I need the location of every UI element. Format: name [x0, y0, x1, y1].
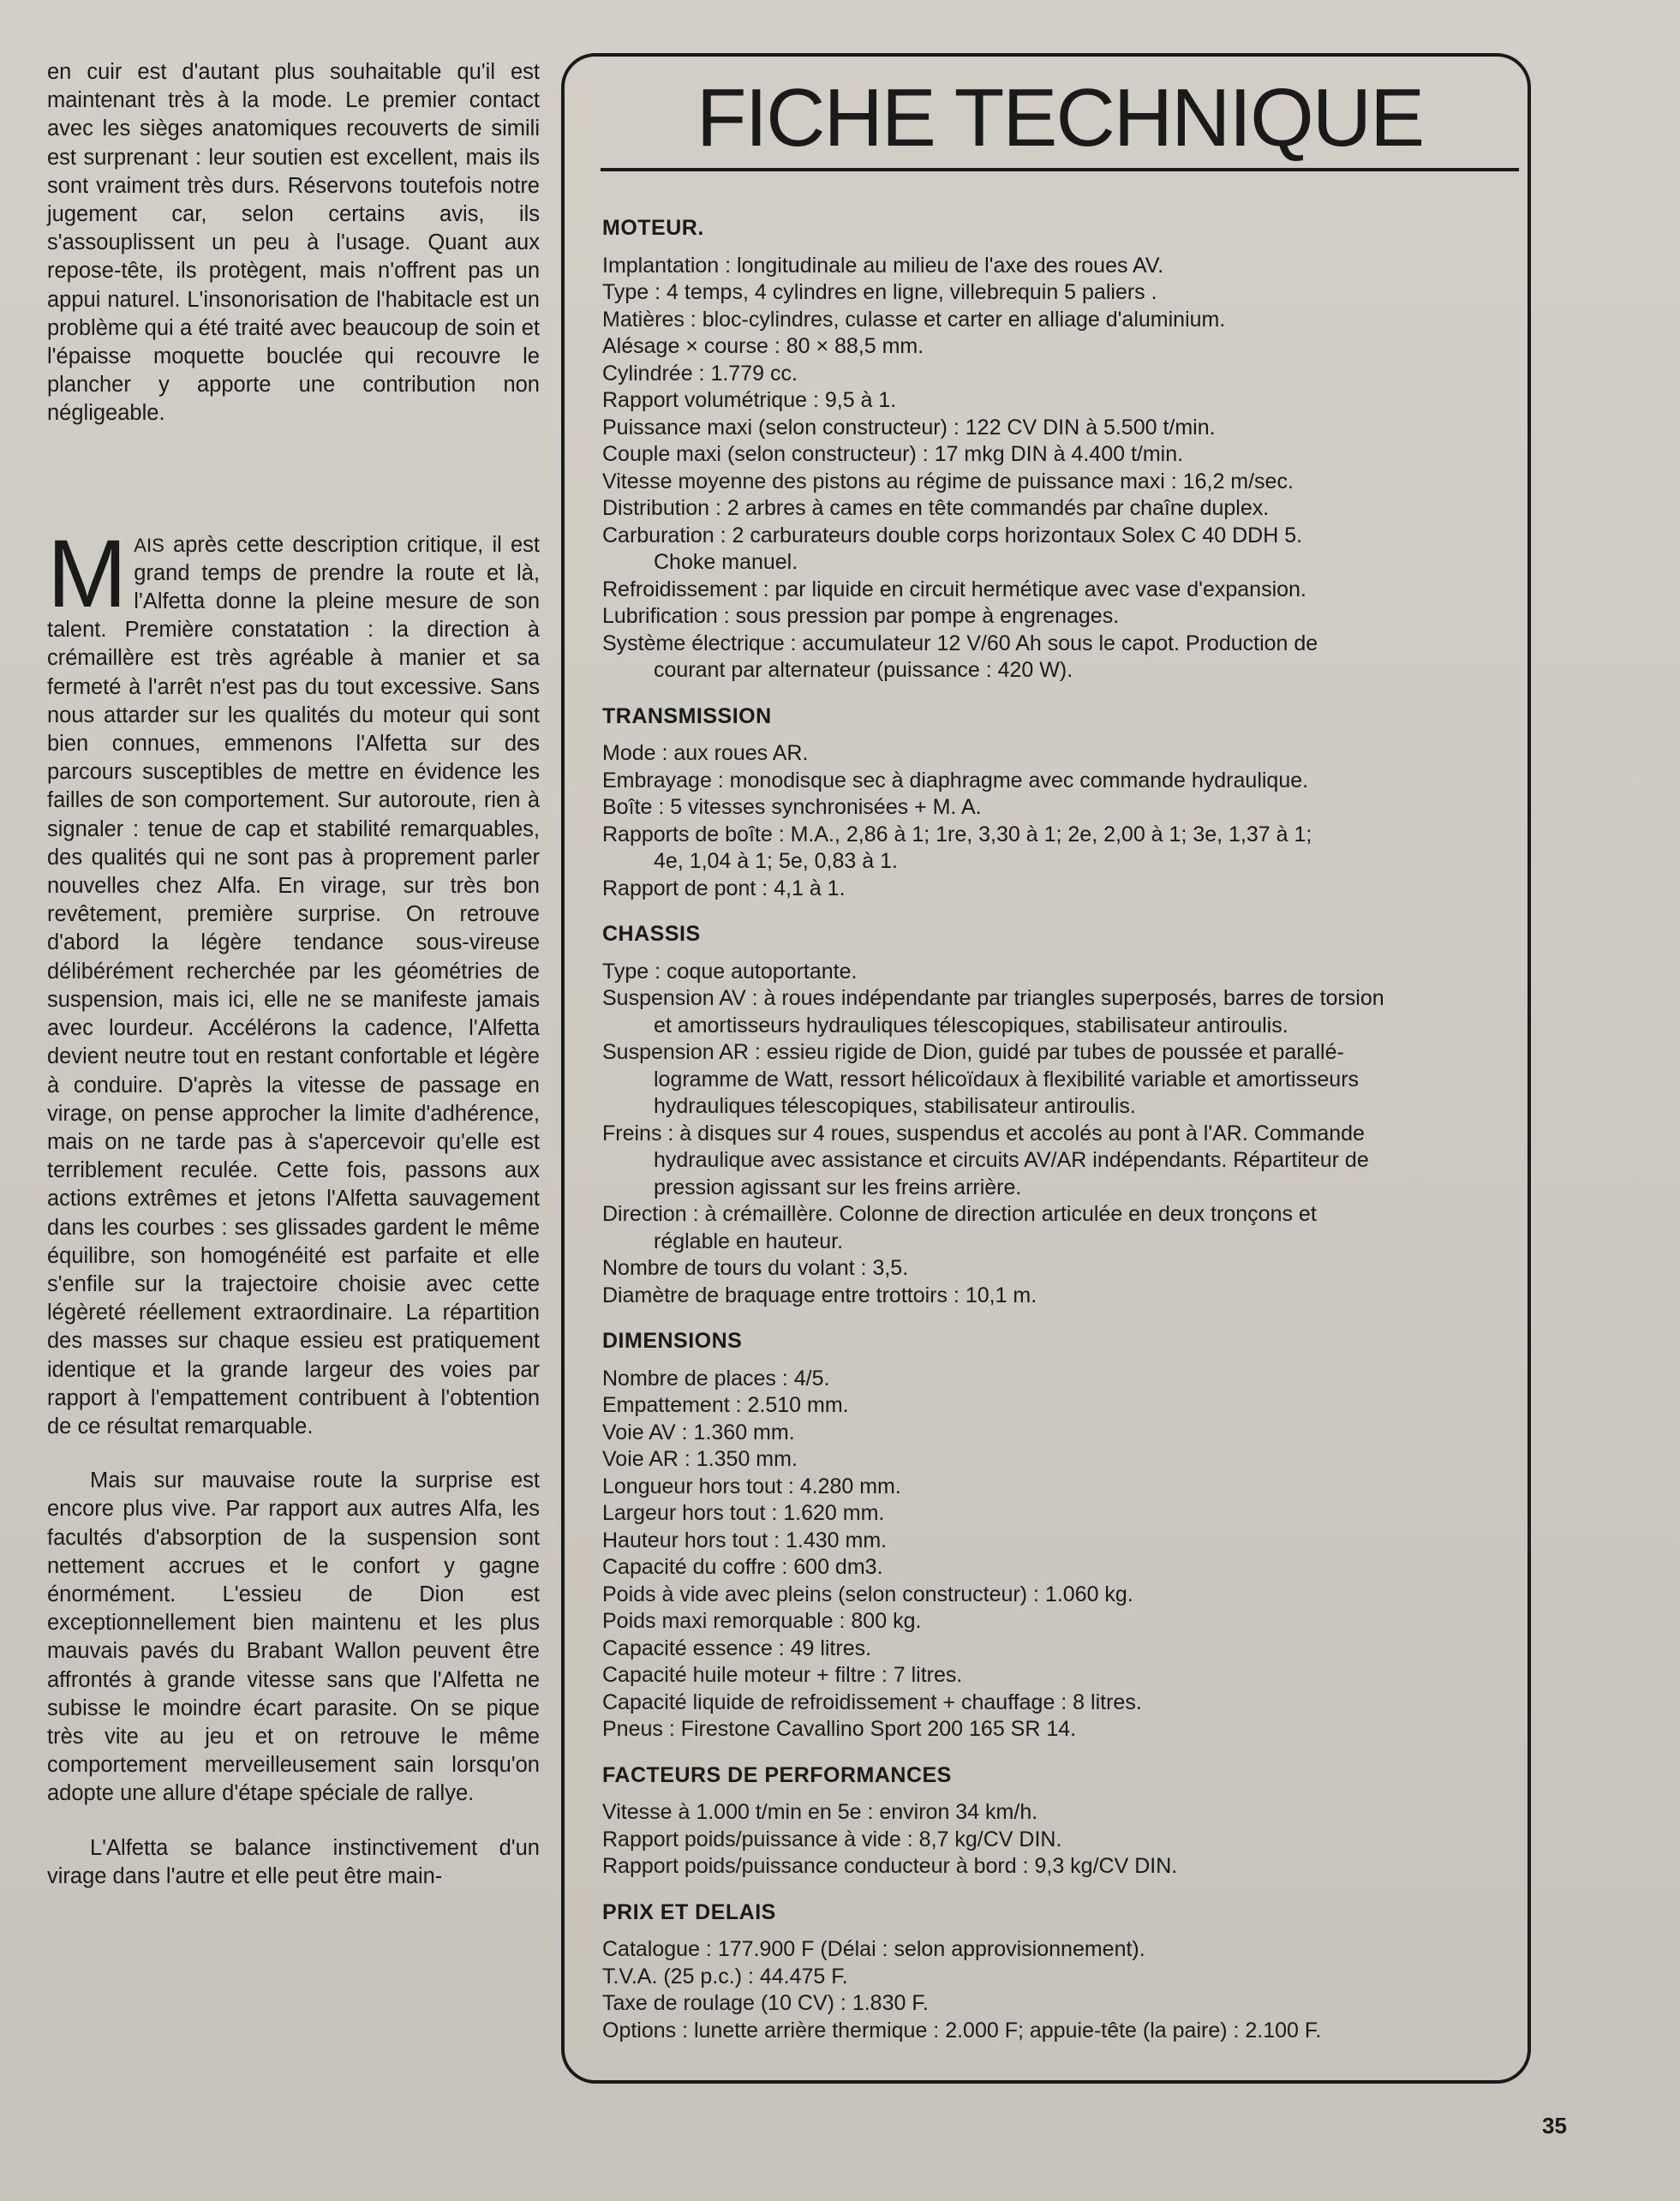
section-chassis	[602, 921, 1502, 1309]
spec-line	[602, 523, 1502, 577]
fiche-title: FICHE TECHNIQUE	[601, 72, 1519, 171]
spec-line: Alésage × course : 80 × 88,5 mm.	[602, 334, 924, 358]
section-heading: DIMENSIONS	[602, 1329, 743, 1353]
article-paragraph-dropcap	[47, 519, 540, 1442]
spec-line	[602, 1121, 1502, 1202]
spec-line: Capacité du coffre : 600 dm3.	[602, 1555, 883, 1579]
section-heading: PRIX ET DELAIS	[602, 1899, 776, 1924]
spec-line: Matières : bloc-cylindres, culasse et carter en alliage d'aluminium.	[602, 307, 1226, 332]
spec-line: Catalogue : 177.900 F (Délai : selon approvisionnement).	[602, 1937, 1145, 1961]
spec-text: Direction : à crémaillère. Colonne de direction articulée en deux tronçons et	[602, 1202, 1317, 1226]
spec-line: Options : lunette arrière thermique : 2.000 F; appuie-tête (la paire) : 2.100 F.	[602, 2018, 1322, 2043]
spec-line: Empattement : 2.510 mm.	[602, 1393, 849, 1417]
spec-line: Lubrification : sous pression par pompe à engrenages.	[602, 604, 1120, 628]
spec-continuation: hydrauliques télescopiques, stabilisateur antiroulis.	[654, 1094, 1136, 1118]
spec-line: Refroidissement : par liquide en circuit hermétique avec vase d'expansion.	[602, 577, 1306, 601]
spec-line: Rapport de pont : 4,1 à 1.	[602, 876, 846, 900]
section-performances	[602, 1762, 1502, 1881]
spec-line: Voie AV : 1.360 mm.	[602, 1420, 795, 1444]
spec-line: Vitesse à 1.000 t/min en 5e : environ 34 km/h.	[602, 1800, 1038, 1824]
spec-line: Rapport poids/puissance à vide : 8,7 kg/CV DIN.	[602, 1827, 1062, 1851]
section-heading: FACTEURS DE PERFORMANCES	[602, 1762, 952, 1787]
spec-line: Type : 4 temps, 4 cylindres en ligne, villebrequin 5 paliers .	[602, 280, 1157, 304]
spec-line: T.V.A. (25 p.c.) : 44.475 F.	[602, 1964, 848, 1989]
spec-line: Puissance maxi (selon constructeur) : 122 CV DIN à 5.500 t/min.	[602, 415, 1216, 440]
spec-line: Implantation : longitudinale au milieu de l'axe des roues AV.	[602, 253, 1164, 278]
spec-text: Freins : à disques sur 4 roues, suspendus et accolés au pont à l'AR. Commande	[602, 1121, 1365, 1145]
section-dimensions	[602, 1328, 1502, 1743]
article-paragraph: en cuir est d'autant plus souhaitable qu'il est maintenant très à la mode. Le premier contact avec les sièges anatomiques recouverts de simili est surprenant : leur soutien est excellent, mais ils sont vraiment très durs. Réservons toutefois notre jugement car, selon certains avis, ils s'assouplissent un peu à l'usage. Quant aux repose-tête, ils protègent, mais n'offrent pas un appui naturel. L'insonorisation de l'habitacle est un problème qui a été traité avec beaucoup de soin et l'épaisse moquette bouclée qui recouvre le plancher y apporte une contribution non négligeable.	[47, 60, 540, 426]
spec-line: Cylindrée : 1.779 cc.	[602, 361, 798, 386]
spec-line: Embrayage : monodisque sec à diaphragme avec commande hydraulique.	[602, 768, 1309, 792]
spec-text: Suspension AV : à roues indépendante par triangles superposés, barres de torsion	[602, 986, 1384, 1010]
spec-continuation: réglable en hauteur.	[654, 1229, 844, 1253]
fiche-body	[602, 215, 1502, 2063]
spec-continuation: hydraulique avec assistance et circuits AV/AR indépendants. Répartiteur de	[654, 1148, 1369, 1172]
spec-text: Rapports de boîte : M.A., 2,86 à 1; 1re, 3,30 à 1; 2e, 2,00 à 1; 3e, 1,37 à 1;	[602, 822, 1312, 846]
spec-line	[602, 985, 1502, 1039]
spec-line: Couple maxi (selon constructeur) : 17 mkg DIN à 4.400 t/min.	[602, 442, 1184, 466]
spec-line: Nombre de places : 4/5.	[602, 1366, 830, 1391]
spec-text: Suspension AR : essieu rigide de Dion, guidé par tubes de poussée et parallé-	[602, 1040, 1344, 1064]
section-moteur	[602, 215, 1502, 685]
spec-line: Voie AR : 1.350 mm.	[602, 1447, 798, 1471]
spec-line: Mode : aux roues AR.	[602, 741, 809, 765]
spec-continuation: 4e, 1,04 à 1; 5e, 0,83 à 1.	[654, 849, 898, 873]
article-paragraph: Mais sur mauvaise route la surprise est encore plus vive. Par rapport aux autres Alfa, les facultés d'absorption de la suspension sont nettement accrues et le confort y gagne énormément. L'essieu de Dion est exceptionnellement bien maintenu et les plus mauvais pavés du Brabant Wallon peuvent être affrontés à grande vitesse sans que l'Alfetta ne subisse le moindre écart parasite. On se pique très vite au jeu et on retrouve le même comportement merveilleusement sain lorsqu'on adopte une allure d'étape spéciale de rallye.	[47, 1468, 540, 1806]
section-heading: MOTEUR.	[602, 216, 704, 240]
small-caps-lead: AIS	[134, 534, 164, 556]
spec-line: Diamètre de braquage entre trottoirs : 10,1 m.	[602, 1283, 1037, 1307]
spec-line: Pneus : Firestone Cavallino Sport 200 165 SR 14.	[602, 1717, 1077, 1741]
section-prix	[602, 1899, 1502, 2045]
article-text: après cette description critique, il est grand temps de prendre la route et là, l'Alfetta donne la pleine mesure de son talent. Première constatation : la direction à crémaillère est très agréable à manier et sa fermeté à l'arrêt n'est pas du tout excessive. Sans nous attarder sur les qualités du moteur qui sont bien connues, emmenons l'Alfetta sur des parcours susceptibles de mettre en évidence les failles de son comportement. Sur autoroute, rien à signaler : tenue de cap et stabilité remarquables, des qualités qui ne sont pas à proprement parler nouvelles chez Alfa. En virage, sur très bon revêtement, première surprise. On retrouve d'abord la légère tendance sous-vireuse délibérément recherchée par les géométries de suspension, mais ici, elle ne se manifeste jamais avec lourdeur. Accélérons la cadence, l'Alfetta devient neutre tout en restant confortable et légère à conduire. D'après la vitesse de passage en virage, on pense approcher la limite d'adhérence, mais on ne tarde pas à s'apercevoir qu'elle est terriblement reculée. Cette fois, passons aux actions extrêmes et jetons l'Alfetta sauvagement dans les courbes : ses glissades gardent le même équilibre, son homogénéité est parfaite et elle s'enfile sur la trajectoire choisie avec cette légèreté réellement extraordinaire. La répartition des masses sur chaque essieu est pratiquement identique et la grande largeur des voies par rapport à l'empattement contribuent à l'obtention de ce résultat remarquable.	[47, 532, 540, 1438]
spec-continuation: pression agissant sur les freins arrière.	[654, 1175, 1022, 1199]
spec-line: Boîte : 5 vitesses synchronisées + M. A.	[602, 795, 982, 819]
spec-line	[602, 1039, 1502, 1121]
section-heading: TRANSMISSION	[602, 703, 772, 728]
section-heading: CHASSIS	[602, 922, 701, 946]
page-number: 35	[1542, 2113, 1567, 2138]
spec-line	[602, 631, 1502, 685]
spec-line: Hauteur hors tout : 1.430 mm.	[602, 1528, 888, 1552]
fiche-technique-box	[561, 53, 1531, 2084]
spec-line: Taxe de roulage (10 CV) : 1.830 F.	[602, 1991, 929, 2015]
spec-line: Capacité liquide de refroidissement + chauffage : 8 litres.	[602, 1690, 1142, 1714]
article-column	[47, 58, 540, 1891]
spec-line	[602, 1201, 1502, 1255]
article-paragraph: L'Alfetta se balance instinctivement d'un virage dans l'autre et elle peut être main-	[47, 1835, 540, 1888]
spec-line: Distribution : 2 arbres à cames en tête commandés par chaîne duplex.	[602, 496, 1270, 520]
spec-line: Rapport poids/puissance conducteur à bord : 9,3 kg/CV DIN.	[602, 1854, 1178, 1878]
spec-text: Carburation : 2 carburateurs double corps horizontaux Solex C 40 DDH 5.	[602, 523, 1303, 547]
spec-line: Capacité huile moteur + filtre : 7 litres.	[602, 1663, 963, 1687]
spec-line: Nombre de tours du volant : 3,5.	[602, 1256, 909, 1280]
spec-line: Vitesse moyenne des pistons au régime de puissance maxi : 16,2 m/sec.	[602, 469, 1294, 493]
spec-text: Système électrique : accumulateur 12 V/60 Ah sous le capot. Production de	[602, 631, 1318, 655]
spec-line: Largeur hors tout : 1.620 mm.	[602, 1501, 885, 1525]
spec-continuation: Choke manuel.	[654, 550, 798, 574]
drop-cap: M	[47, 519, 128, 627]
spec-line: Type : coque autoportante.	[602, 959, 858, 984]
spec-continuation: logramme de Watt, ressort hélicoïdaux à flexibilité variable et amortisseurs	[654, 1067, 1360, 1092]
section-transmission	[602, 703, 1502, 903]
spec-continuation: et amortisseurs hydrauliques télescopiques, stabilisateur antiroulis.	[654, 1013, 1288, 1038]
spec-line: Longueur hors tout : 4.280 mm.	[602, 1474, 901, 1498]
spec-line: Rapport volumétrique : 9,5 à 1.	[602, 388, 897, 412]
spec-continuation: courant par alternateur (puissance : 420 W).	[654, 658, 1073, 682]
spec-line	[602, 822, 1502, 876]
spec-line: Poids maxi remorquable : 800 kg.	[602, 1609, 922, 1633]
spec-line: Capacité essence : 49 litres.	[602, 1636, 872, 1660]
spec-line: Poids à vide avec pleins (selon constructeur) : 1.060 kg.	[602, 1582, 1133, 1606]
